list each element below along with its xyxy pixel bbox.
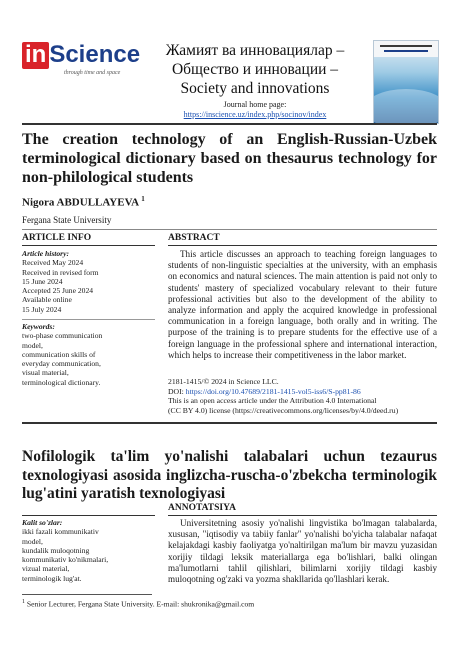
- uzbek-keyword-line: terminologik lug'at.: [22, 573, 82, 583]
- keyword-line: visual material,: [22, 368, 69, 378]
- history-line: Available online: [22, 295, 72, 305]
- journal-homepage-label: Journal home page:: [223, 100, 287, 109]
- cover-wave-shape: [373, 89, 439, 124]
- article-history: [22, 249, 99, 314]
- logo-wordmark: [22, 41, 141, 69]
- article-meta: [168, 377, 437, 415]
- cover-title-line: [380, 45, 432, 47]
- journal-header: [140, 41, 370, 120]
- footnote-rule: [22, 594, 152, 595]
- cover-subtitle-line: [384, 50, 428, 52]
- issn-line: 2181-1415/© 2024 in Science LLC.: [168, 377, 279, 386]
- uzbek-keywords-label: Kalit so'zlar:: [22, 518, 63, 527]
- author-name: [22, 195, 145, 209]
- author-affiliation: Fergana State University: [22, 215, 112, 225]
- abstract-heading: ABSTRACT: [168, 233, 220, 243]
- article-info-rule: [22, 245, 155, 246]
- logo-main-text: Science: [49, 41, 141, 68]
- keyword-line: everyday communication,: [22, 359, 101, 369]
- author-name-text: Nigora ABDULLAYEVA: [22, 196, 139, 209]
- inscience-logo: [22, 41, 141, 82]
- uzbek-keyword-line: kundalik muloqotning: [22, 545, 90, 555]
- history-line: Received May 2024: [22, 258, 84, 268]
- journal-title-en: Society and innovations: [180, 80, 330, 97]
- history-line: 15 July 2024: [22, 304, 62, 314]
- author-footnote-mark: 1: [141, 195, 145, 203]
- kalit-rule: [22, 515, 155, 516]
- keyword-line: communication skills of: [22, 349, 96, 359]
- footnote-text: Senior Lecturer, Fergana State University. E-mail: shukronika@gmail.com: [26, 599, 255, 609]
- doi-line: [168, 387, 437, 397]
- abstract-rule: [168, 245, 437, 246]
- uzbek-keyword-line: ikki fazali kommunikativ: [22, 527, 99, 537]
- annotatsiya-heading: ANNOTATSIYA: [168, 503, 236, 513]
- history-line: Received in revised form: [22, 267, 99, 277]
- uzbek-keyword-line: kommunikativ ko'nikmalari,: [22, 555, 109, 565]
- affiliation-divider: [22, 229, 437, 230]
- doi-link[interactable]: https://doi.org/10.47689/2181-1415-vol5-iss6/S-pp81-86: [185, 386, 361, 396]
- annotatsiya-rule: [168, 515, 437, 516]
- journal-cover-image: [373, 40, 439, 124]
- journal-homepage-link[interactable]: https://inscience.uz/index.php/socinov/index: [183, 110, 327, 119]
- keyword-line: terminological dictionary.: [22, 377, 101, 387]
- uzbek-keyword-line: vizual material,: [22, 564, 70, 574]
- journal-title-uz: Жамият ва инновациялар –: [165, 42, 345, 59]
- article-info-heading: ARTICLE INFO: [22, 233, 92, 243]
- keywords-rule: [22, 319, 155, 320]
- logo-prefix: in: [22, 42, 49, 69]
- footnote-mark: 1: [22, 599, 25, 605]
- article-title: The creation technology of an English-Russian-Uzbek terminological dictionary based on thesaurus technology for non-philological students: [22, 131, 437, 186]
- keyword-line: model,: [22, 340, 43, 350]
- uzbek-keywords-block: [22, 518, 108, 583]
- uzbek-article-title: Nofilologik ta'lim yo'nalishi talabalari uchun tezaurus texnologiyasi asosida inglizcha-ruscha-o'zbekcha terminologik lug'atini yaratish texnologiyasi: [22, 448, 437, 502]
- footnote: [22, 599, 254, 609]
- section-divider: [22, 422, 437, 424]
- license-line: This is an open access article under the Attribution 4.0 International: [168, 396, 377, 405]
- keywords-block: [22, 322, 102, 387]
- article-history-label: Article history:: [22, 249, 70, 258]
- cover-header-band: [374, 41, 438, 57]
- keyword-line: two-phase communication: [22, 331, 103, 341]
- abstract-text: This article discusses an approach to teaching foreign languages to students of non-linguistic specialties at the university, with an emphasis on economics and natural sciences. The main attention is paid not only to students' mastery of specialized vocabulary relevant to their future professional activities but also to the development of the ability to analyze information and apply the acquired knowledge in professional communication in a foreign language, both orally and in writing. The purpose of the training is to prepare students for the effective use of a foreign language in the professional sphere and international interaction, which helps to increase their competitiveness in the labor market.: [168, 249, 437, 360]
- history-line: Accepted 25 June 2024: [22, 286, 94, 296]
- logo-tagline: through time and space: [64, 70, 121, 76]
- header-divider: [22, 123, 437, 125]
- uzbek-keyword-line: model,: [22, 536, 43, 546]
- keywords-label: Keywords:: [22, 322, 55, 331]
- history-line: 15 June 2024: [22, 276, 63, 286]
- journal-title-ru: Общество и инновации –: [171, 61, 339, 78]
- annotatsiya-text: Universitetning asosiy yo'nalishi lingvistika bo'lmagan talabalarda, xususan, "iqtisodiy va tabiiy fanlar" yo'nalishi bo'yicha talabalar nafaqat kelajakdagi kasbiy faoliyatga yo'naltirilgan ma'lum bir mavzu yuzasidan xorijiy tildagi leksik materiallarga ega bo'lishlari, balki olingan ma'lumotlarni tahlil qilishlari, bilimlarni xorijiy tildagi kasbiy muloqotning og'zaki va yozma shakllarida qo'llashlari kerak.: [168, 518, 437, 585]
- license-line: (CC BY 4.0) license (https://creativecommons.org/licenses/by/4.0/deed.ru): [168, 405, 399, 415]
- doi-label: DOI:: [168, 386, 184, 396]
